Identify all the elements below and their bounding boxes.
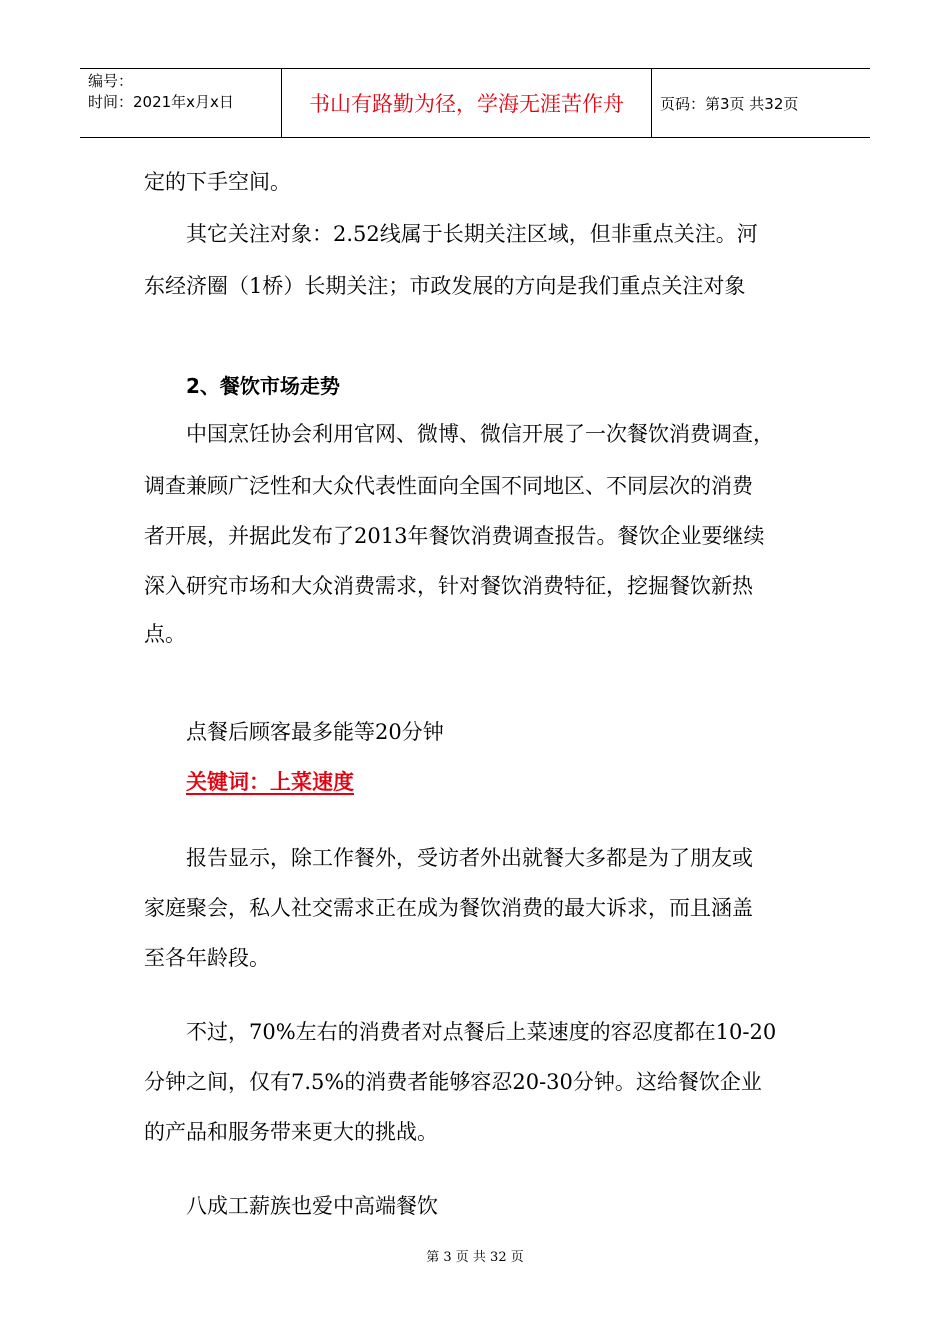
paragraph-survey-line-1: 中国烹饪协会利用官网、微博、微信开展了一次餐饮消费调查， [186,422,774,446]
continuation-line: 定的下手空间。 [144,170,291,194]
section-heading: 2、餐饮市场走势 [186,374,340,398]
keyword-text: 关键词：上菜速度 [186,770,354,794]
paragraph-survey-line-5: 点。 [144,622,186,646]
header-motto: 书山有路勤为径，学海无涯苦作舟 [282,69,652,137]
paragraph-survey-line-2: 调查兼顾广泛性和大众代表性面向全国不同地区、不同层次的消费 [144,474,753,498]
paragraph-speed-line-3: 的产品和服务带来更大的挑战。 [144,1120,438,1144]
header-meta [80,69,282,137]
paragraph-speed-line-2: 分钟之间，仅有7.5%的消费者能够容忍20-30分钟。这给餐饮企业 [144,1070,762,1094]
date-label: 时间：2021年x月x日 [88,93,234,111]
page-footer: 第 3 页 共 32 页 [426,1250,524,1265]
paragraph-report-line-2: 家庭聚会，私人社交需求正在成为餐饮消费的最大诉求，而且涵盖 [144,896,753,920]
paragraph-survey-line-3: 者开展，并据此发布了2013年餐饮消费调查报告。餐饮企业要继续 [144,524,765,548]
subtitle-wait-time: 点餐后顾客最多能等20分钟 [186,720,444,744]
paragraph-report-line-1: 报告显示，除工作餐外，受访者外出就餐大多都是为了朋友或 [186,846,753,870]
header-page-number: 页码：第3页 共32页 [660,94,799,113]
paragraph-other-line-2: 东经济圈（1桥）长期关注；市政发展的方向是我们重点关注对象 [144,274,746,298]
paragraph-survey-line-4: 深入研究市场和大众消费需求，针对餐饮消费特征，挖掘餐饮新热 [144,574,753,598]
keyword-line [144,756,814,808]
paragraph-speed-line-1: 不过，70%左右的消费者对点餐后上菜速度的容忍度都在10-20 [186,1020,777,1044]
page-header [80,68,870,138]
subtitle-salary: 八成工薪族也爱中高端餐饮 [186,1194,438,1218]
paragraph-report-line-3: 至各年龄段。 [144,946,270,970]
serial-label: 编号： [88,72,134,90]
paragraph-other-line-1: 其它关注对象：2.52线属于长期关注区域，但非重点关注。河 [186,222,758,246]
